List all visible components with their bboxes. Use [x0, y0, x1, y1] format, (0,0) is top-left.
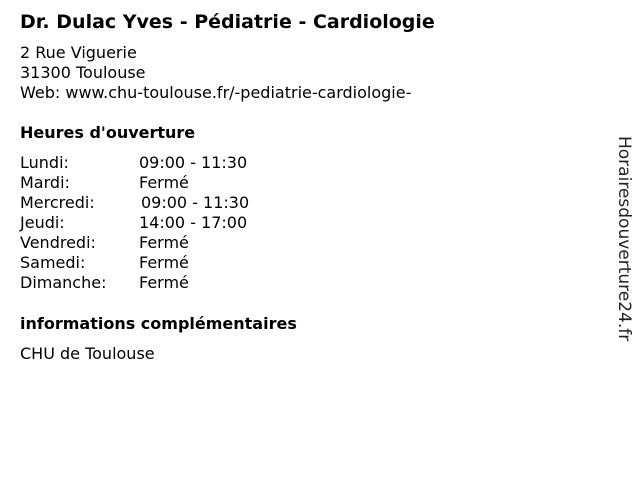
day-label: Jeudi:	[20, 213, 65, 232]
side-brand-watermark: Horairesdouverture24.fr	[614, 136, 634, 342]
day-label: Vendredi:	[20, 233, 96, 252]
hours-row-saturday	[20, 253, 320, 273]
time-value: 09:00 - 11:30	[141, 193, 250, 212]
day-label: Mercredi:	[20, 193, 95, 212]
hours-row-friday	[20, 233, 320, 253]
hours-heading: Heures d'ouverture	[20, 123, 196, 142]
time-value: Fermé	[139, 273, 189, 292]
hours-row-wednesday	[20, 193, 320, 213]
address-block	[20, 43, 411, 103]
time-value: Fermé	[139, 233, 189, 252]
page-title: Dr. Dulac Yves - Pédiatrie - Cardiologie	[20, 11, 435, 33]
opening-hours-list	[20, 153, 320, 293]
time-value: 14:00 - 17:00	[139, 213, 248, 232]
hours-row-tuesday	[20, 173, 320, 193]
address-web: Web: www.chu-toulouse.fr/-pediatrie-cardiologie-	[20, 83, 412, 102]
info-text: CHU de Toulouse	[20, 344, 155, 363]
time-value: 09:00 - 11:30	[139, 153, 248, 172]
day-label: Dimanche:	[20, 273, 107, 292]
time-value: Fermé	[139, 173, 189, 192]
day-label: Lundi:	[20, 153, 69, 172]
hours-row-sunday	[20, 273, 320, 293]
hours-row-monday	[20, 153, 320, 173]
day-label: Samedi:	[20, 253, 86, 272]
time-value: Fermé	[139, 253, 189, 272]
address-street: 2 Rue Viguerie	[20, 43, 137, 62]
day-label: Mardi:	[20, 173, 70, 192]
info-heading: informations complémentaires	[20, 314, 297, 333]
address-city: 31300 Toulouse	[20, 63, 146, 82]
hours-row-thursday	[20, 213, 320, 233]
